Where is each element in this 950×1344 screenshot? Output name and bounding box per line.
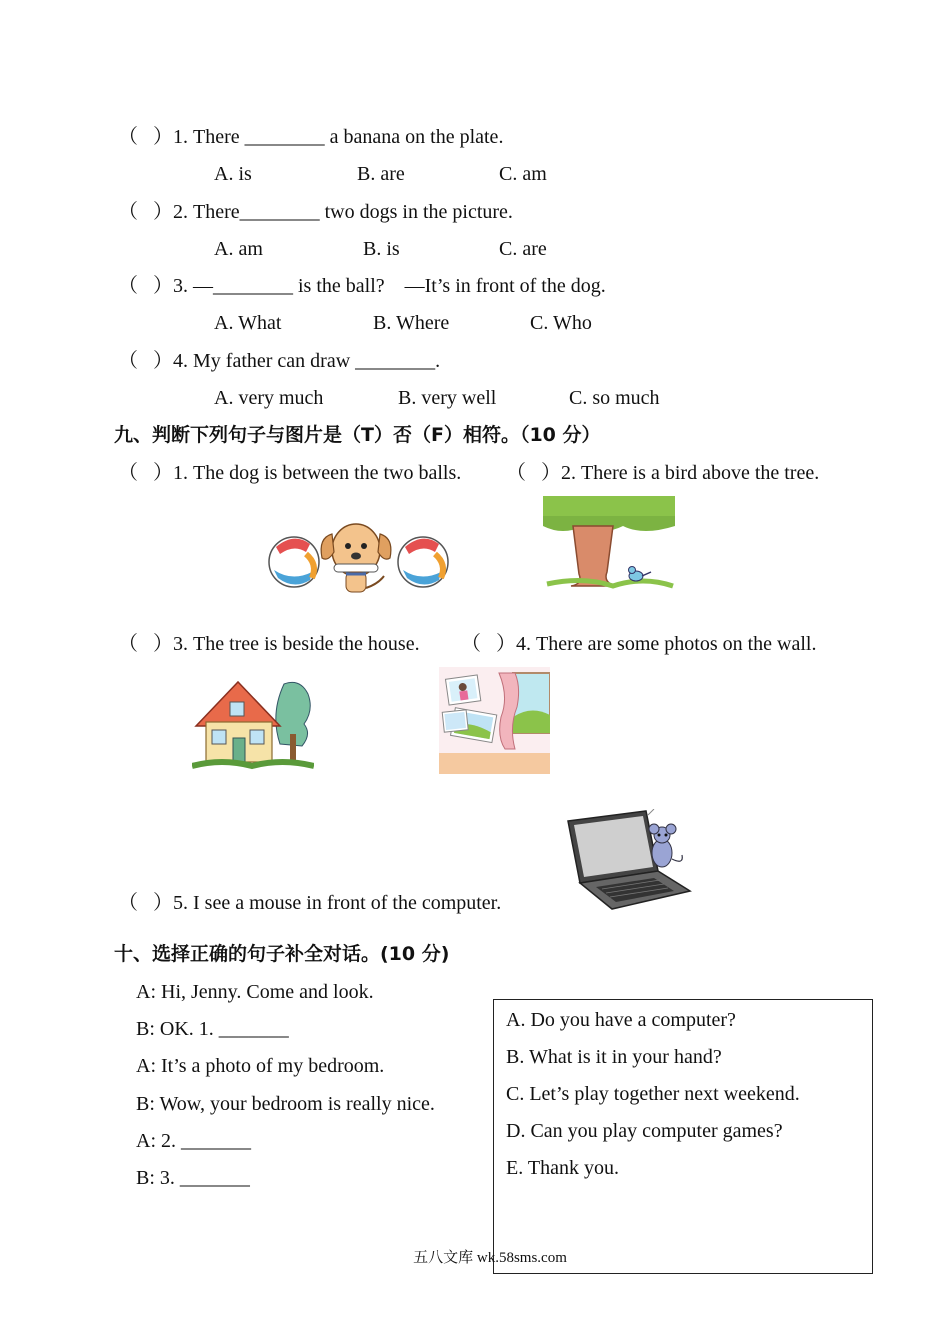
part10-heading: 十、选择正确的句子补全对话。(10 分): [114, 943, 450, 965]
q2-option-a: A. am: [214, 238, 263, 260]
q1-option-c: C. am: [499, 163, 547, 185]
q3-stem: （ ）3. —________ is the ball? —It’s in front of the dog.: [118, 275, 606, 297]
dialogue-line-6: B: 3. _______: [136, 1167, 250, 1189]
dog-between-balls-picture: [266, 512, 452, 596]
part9-statement-1: （ ）1. The dog is between the two balls.: [118, 462, 462, 484]
q1-stem: （ ）1. There ________ a banana on the plate.: [118, 126, 504, 148]
dialogue-line-1: A: Hi, Jenny. Come and look.: [136, 981, 374, 1003]
laptop-with-mouse-picture: [566, 809, 692, 913]
q3-option-c: C. Who: [530, 312, 592, 334]
dialogue-line-2: B: OK. 1. _______: [136, 1018, 289, 1040]
dialogue-line-4: B: Wow, your bedroom is really nice.: [136, 1093, 435, 1115]
option-d: D. Can you play computer games?: [506, 1120, 783, 1142]
options-box: [493, 999, 873, 1274]
q4-stem: （ ）4. My father can draw ________.: [118, 350, 441, 372]
footer-watermark: 五八文库 wk.58sms.com: [413, 1250, 567, 1266]
house-with-tree-picture: [192, 674, 314, 774]
q2-option-b: B. is: [363, 238, 400, 260]
part9-statement-3: （ ）3. The tree is beside the house.: [118, 633, 420, 655]
q1-option-b: B. are: [357, 163, 405, 185]
tree-with-bird-picture: [543, 496, 675, 594]
option-c: C. Let’s play together next weekend.: [506, 1083, 800, 1105]
q4-option-a: A. very much: [214, 387, 324, 409]
q2-option-c: C. are: [499, 238, 547, 260]
part9-statement-2: （ ）2. There is a bird above the tree.: [506, 462, 820, 484]
option-a: A. Do you have a computer?: [506, 1009, 736, 1031]
part9-statement-5: （ ）5. I see a mouse in front of the computer.: [118, 892, 502, 914]
q3-option-b: B. Where: [373, 312, 450, 334]
q4-option-c: C. so much: [569, 387, 660, 409]
q4-option-b: B. very well: [398, 387, 497, 409]
dialogue-line-5: A: 2. _______: [136, 1130, 251, 1152]
photos-on-wall-picture: [439, 667, 550, 774]
part9-heading: 九、判断下列句子与图片是（T）否（F）相符。（10 分）: [114, 424, 601, 446]
option-e: E. Thank you.: [506, 1157, 619, 1179]
q3-option-a: A. What: [214, 312, 282, 334]
dialogue-line-3: A: It’s a photo of my bedroom.: [136, 1055, 385, 1077]
q1-option-a: A. is: [214, 163, 252, 185]
option-b: B. What is it in your hand?: [506, 1046, 722, 1068]
q2-stem: （ ）2. There________ two dogs in the picture.: [118, 201, 513, 223]
part9-statement-4: （ ）4. There are some photos on the wall.: [461, 633, 817, 655]
